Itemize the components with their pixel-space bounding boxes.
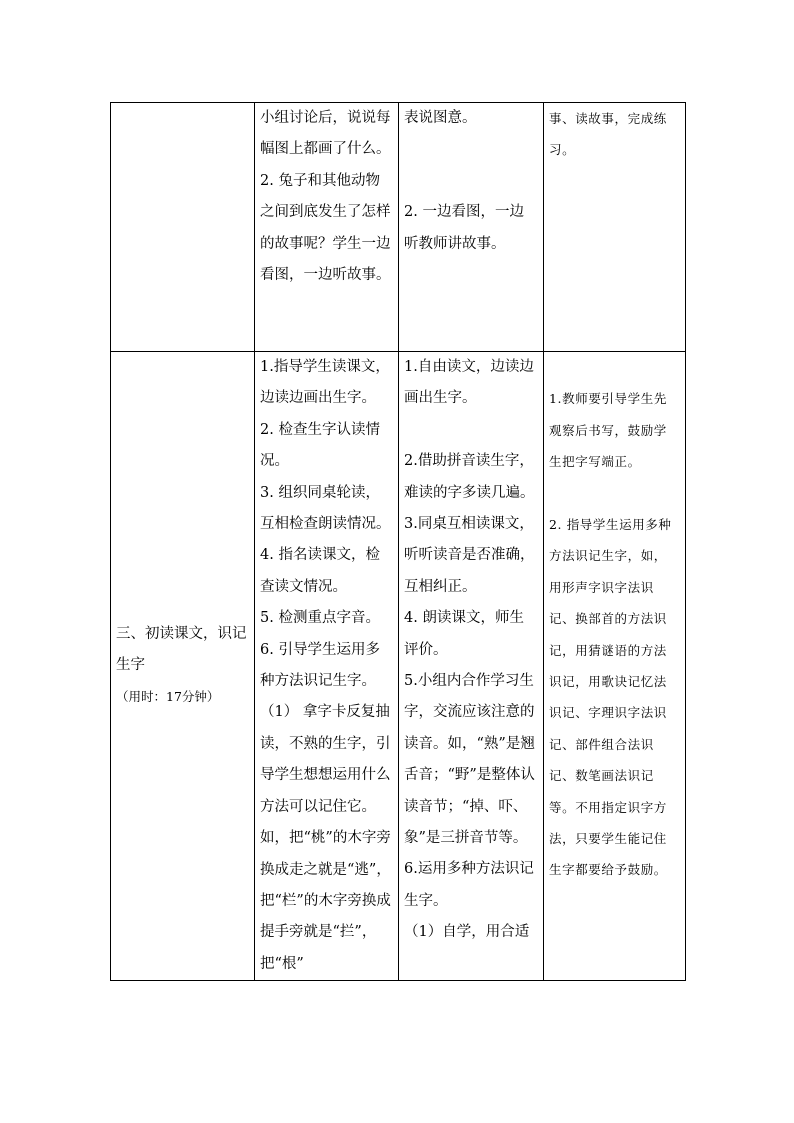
teacher-step: 5. 检测重点字音。 — [260, 610, 380, 627]
student-step: （1）自学，用合适 — [404, 924, 530, 941]
teacher-step: 3. 组织同桌轮读，互相检查朗读情况。 — [260, 484, 391, 533]
student-activity-cell — [399, 352, 544, 981]
teacher-step: 小组讨论后，说说每幅图上都画了什么。 — [260, 110, 391, 158]
teacher-step: 4. 指名读课文，检查读文情况。 — [260, 547, 380, 595]
note-text: 2. 指导学生运用多种方法识记生字，如，用形声字识字法识记、换部首的方法识记，用猜谜语的方法识记，用歌诀记忆法识记、字理识字法识记、部件组合法识记、数笔画法识记等。不用指定识字方法，只要学生能记住生字都要给予鼓励。 — [549, 517, 672, 878]
student-step: 4. 朗读课文，师生评价。 — [404, 610, 524, 658]
design-notes-cell — [544, 103, 686, 352]
student-step: 2. 一边看图，一边听教师讲故事。 — [404, 204, 524, 252]
teacher-step: 6. 引导学生运用多种方法识记生字。 — [260, 641, 380, 690]
lesson-plan-table — [110, 102, 686, 981]
table-row — [111, 352, 686, 981]
student-step: 2.借助拼音读生字，难读的字多读几遍。 — [404, 453, 535, 501]
student-step: 6.运用多种方法识记生字。 — [404, 861, 534, 909]
stage-title: 三、初读课文，识记生字 — [116, 626, 247, 674]
table-row — [111, 103, 686, 352]
teacher-step: 1.指导学生读课文，边读边画出生字。 — [260, 359, 390, 407]
stage-cell — [111, 352, 255, 981]
teacher-activity-cell — [255, 103, 399, 352]
teacher-step: 2. 兔子和其他动物之间到底发生了怎样的故事呢？学生一边看图，一边听故事。 — [260, 172, 391, 284]
note-text: 1.教师要引导学生先观察后书写，鼓励学生把字写端正。 — [549, 391, 667, 470]
student-step: 3.同桌互相读课文，听听读音是否准确，互相纠正。 — [404, 516, 535, 595]
stage-cell — [111, 103, 255, 352]
teacher-step: 2. 检查生字认读情况。 — [260, 421, 380, 470]
student-activity-cell — [399, 103, 544, 352]
note-text: 事、读故事，完成练习。 — [549, 111, 667, 158]
student-step: 5.小组内合作学习生字，交流应该注意的读音。如，“熟”是翘舌音；“野”是整体认读音节；“掉、吓、象”是三拼音节等。 — [404, 673, 535, 847]
student-step: 1.自由读文，边读边画出生字。 — [404, 359, 534, 407]
teacher-step: （1） 拿字卡反复抽读，不熟的生字，引导学生想想运用什么方法可以记住它。如，把“桃”的木字旁换成走之就是“逃”，把“栏”的木字旁换成提手旁就是“拦”，把“根” — [260, 704, 391, 972]
design-notes-cell — [544, 352, 686, 981]
stage-label — [116, 619, 248, 713]
stage-time: （用时：17分钟） — [116, 689, 220, 705]
student-step: 表说图意。 — [404, 110, 477, 126]
teacher-activity-cell — [255, 352, 399, 981]
